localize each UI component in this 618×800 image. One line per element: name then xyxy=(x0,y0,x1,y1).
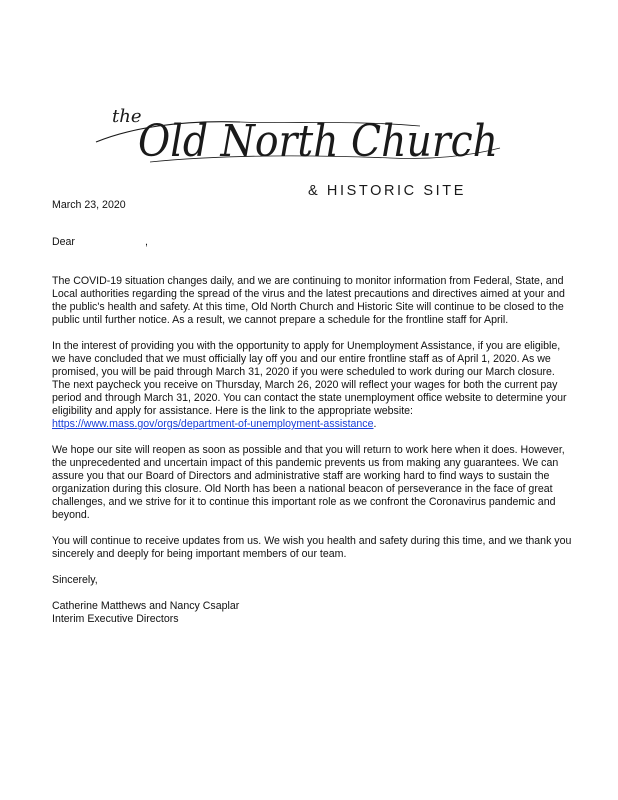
closing: Sincerely, xyxy=(52,574,98,586)
paragraph-layoff xyxy=(52,340,572,431)
salutation xyxy=(52,236,572,249)
paragraph-reopen: We hope our site will reopen as soon as possible and that you will return to work here when it does. However, the unprecedented and uncertain impact of this pandemic prevents us from making any guarantees. We can assure you that our Board of Directors and administrative staff are working hard to find ways to sustain the organization during this closure. Old North has been a national beacon of perseverance in the face of great challenges, and we strive for it to continue this important role as we confront the Coronavirus pandemic and beyond. xyxy=(52,444,565,521)
logo-the: the xyxy=(112,106,142,127)
letterhead-logo xyxy=(90,98,510,198)
paragraph-updates: You will continue to receive updates from us. We wish you health and safety during this time, and we thank you sincerely and deeply for being important members of our team. xyxy=(52,535,572,560)
letter-date: March 23, 2020 xyxy=(52,199,126,211)
salutation-greeting: Dear xyxy=(52,236,75,248)
paragraph-layoff-end: . xyxy=(373,418,377,430)
signer-names: Catherine Matthews and Nancy Csaplar xyxy=(52,600,240,612)
paragraph-situation: The COVID-19 situation changes daily, and we are continuing to monitor information from Federal, State, and Local authorities regarding the spread of the virus and the latest precautions and directives aimed at your and the public's health and safety. At this time, Old North Church and Historic Site will continue to be closed to the public until further notice. As a result, we cannot prepare a schedule for the frontline staff for April. xyxy=(52,275,565,326)
paragraph-layoff-text: In the interest of providing you with the opportunity to apply for Unemployment Assistance, if you are eligible, we have concluded that we must officially lay off you and our entire frontline staff as of April 1, 2020. As we promised, you will be paid through March 31, 2020 if you were scheduled to work during our March closure. The next paycheck you receive on Thursday, March 26, 2020 will reflect your wages for both the current pay period and through March 31, 2020. You can contact the state unemployment office website to determine your eligibility and apply for assistance. Here is the link to the appropriate website: xyxy=(52,340,567,417)
salutation-comma: , xyxy=(144,236,148,248)
letter-body xyxy=(52,199,572,626)
logo-name: Old North Church xyxy=(138,116,498,167)
logo-subtitle: & HISTORIC SITE xyxy=(308,183,466,198)
unemployment-link[interactable]: https://www.mass.gov/orgs/department-of-unemployment-assistance xyxy=(52,418,374,430)
signer-title: Interim Executive Directors xyxy=(52,613,179,625)
signature-block xyxy=(52,600,572,626)
